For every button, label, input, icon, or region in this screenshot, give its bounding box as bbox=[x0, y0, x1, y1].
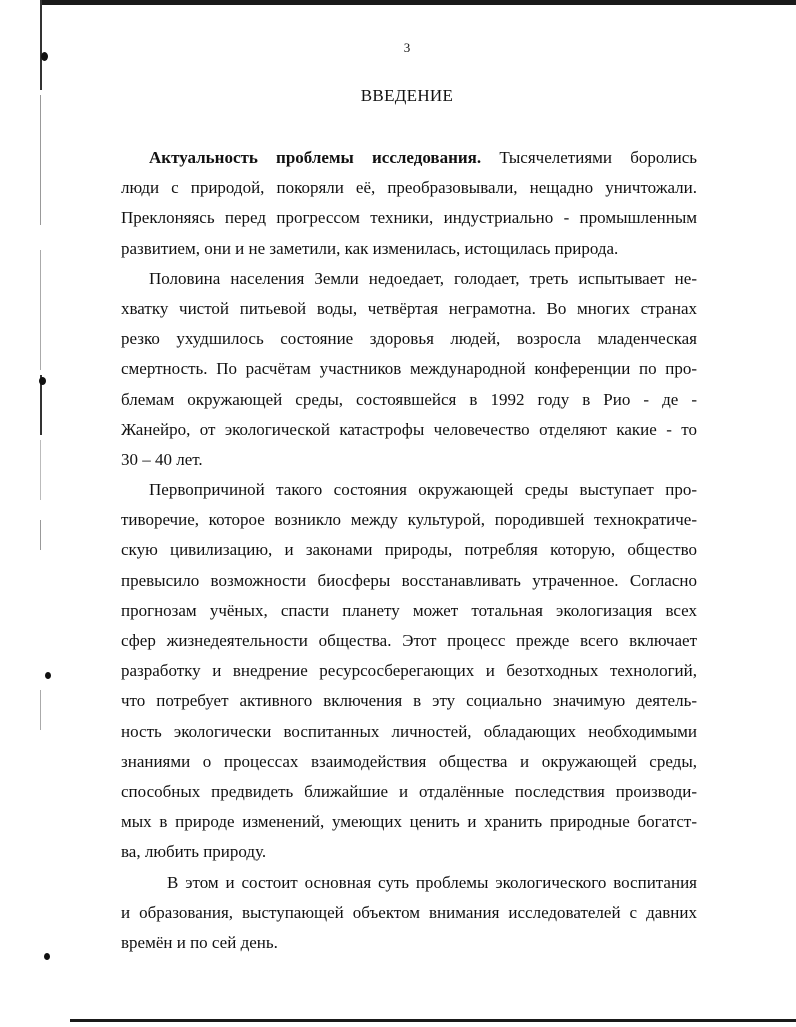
text-line: Половина населения Земли недоедает, голодает, треть испытывает не- bbox=[149, 268, 697, 288]
scan-border-bottom bbox=[70, 1019, 796, 1022]
text-line: тиворечие, которое возникло между культурой, породившей технократиче- bbox=[121, 510, 697, 530]
text-line: что потребует активного включения в эту социально значимую деятель- bbox=[121, 691, 697, 711]
paragraph-cause bbox=[121, 475, 697, 867]
text-line: Актуальность проблемы исследования. Тысячелетиями боролись bbox=[149, 148, 697, 167]
text-line: Первопричиной такого состояния окружающей среды выступает про- bbox=[149, 480, 697, 500]
paragraph-population bbox=[121, 264, 697, 475]
text-line: ность экологически воспитанных личностей, обладающих необходимыми bbox=[121, 721, 697, 741]
text-line: прогнозам учёных, спасти планету может тотальная экологизация всех bbox=[121, 600, 697, 620]
text-line: мых в природе изменений, умеющих ценить и хранить природные богатст- bbox=[121, 812, 697, 832]
text-line: времён и по сей день. bbox=[121, 932, 278, 952]
paragraph-essence bbox=[121, 868, 697, 959]
page-number: 3 bbox=[403, 40, 411, 55]
scan-speck bbox=[45, 672, 51, 679]
scan-speck bbox=[39, 377, 46, 385]
text-line: знаниями о процессах взаимодействия общества и окружающей среды, bbox=[121, 751, 697, 771]
paragraph-lead: Актуальность проблемы исследования. bbox=[149, 148, 482, 167]
text-line: развитием, они и не заметили, как изменилась, истощилась природа. bbox=[121, 238, 619, 258]
text-line: Жанейро, от экологической катастрофы человечество отделяют какие - то bbox=[121, 419, 697, 439]
text-line: люди с природой, покоряли её, преобразовывали, нещадно уничтожали. bbox=[121, 178, 697, 198]
page-title: ВВЕДЕНИЕ bbox=[360, 86, 454, 105]
text-line: 30 – 40 лет. bbox=[121, 449, 203, 469]
text-line: резко ухудшилось состояние здоровья людей, возросла младенческая bbox=[121, 329, 697, 349]
document-body bbox=[121, 143, 697, 958]
text-line: смертность. По расчётам участников международной конференции по про- bbox=[121, 359, 697, 379]
text-line: превысило возможности биосферы восстанавливать утраченное. Согласно bbox=[121, 570, 697, 590]
scan-speck bbox=[44, 953, 50, 960]
text-line: и образования, выступающей объектом внимания исследователей с давних bbox=[121, 902, 697, 922]
text-line: Преклоняясь перед прогрессом техники, индустриально - промышленным bbox=[121, 208, 697, 228]
text-line: сфер жизнедеятельности общества. Этот процесс прежде всего включает bbox=[121, 631, 697, 650]
scan-border-left bbox=[40, 0, 44, 1027]
scan-border-top bbox=[40, 0, 796, 5]
text-line: В этом и состоит основная суть проблемы экологического воспитания bbox=[167, 872, 697, 892]
text-line: блемам окружающей среды, состоявшейся в 1992 году в Рио - де - bbox=[121, 389, 697, 409]
text-line: ва, любить природу. bbox=[121, 842, 267, 862]
text-line: способных предвидеть ближайшие и отдалённые последствия производи- bbox=[121, 781, 697, 801]
paragraph-relevance bbox=[121, 143, 697, 264]
text-line: разработку и внедрение ресурсосберегающих и безотходных технологий, bbox=[121, 661, 697, 681]
text-line: хватку чистой питьевой воды, четвёртая неграмотна. Во многих странах bbox=[121, 298, 697, 318]
text-line: скую цивилизацию, и законами природы, потребляя которую, общество bbox=[121, 540, 697, 560]
